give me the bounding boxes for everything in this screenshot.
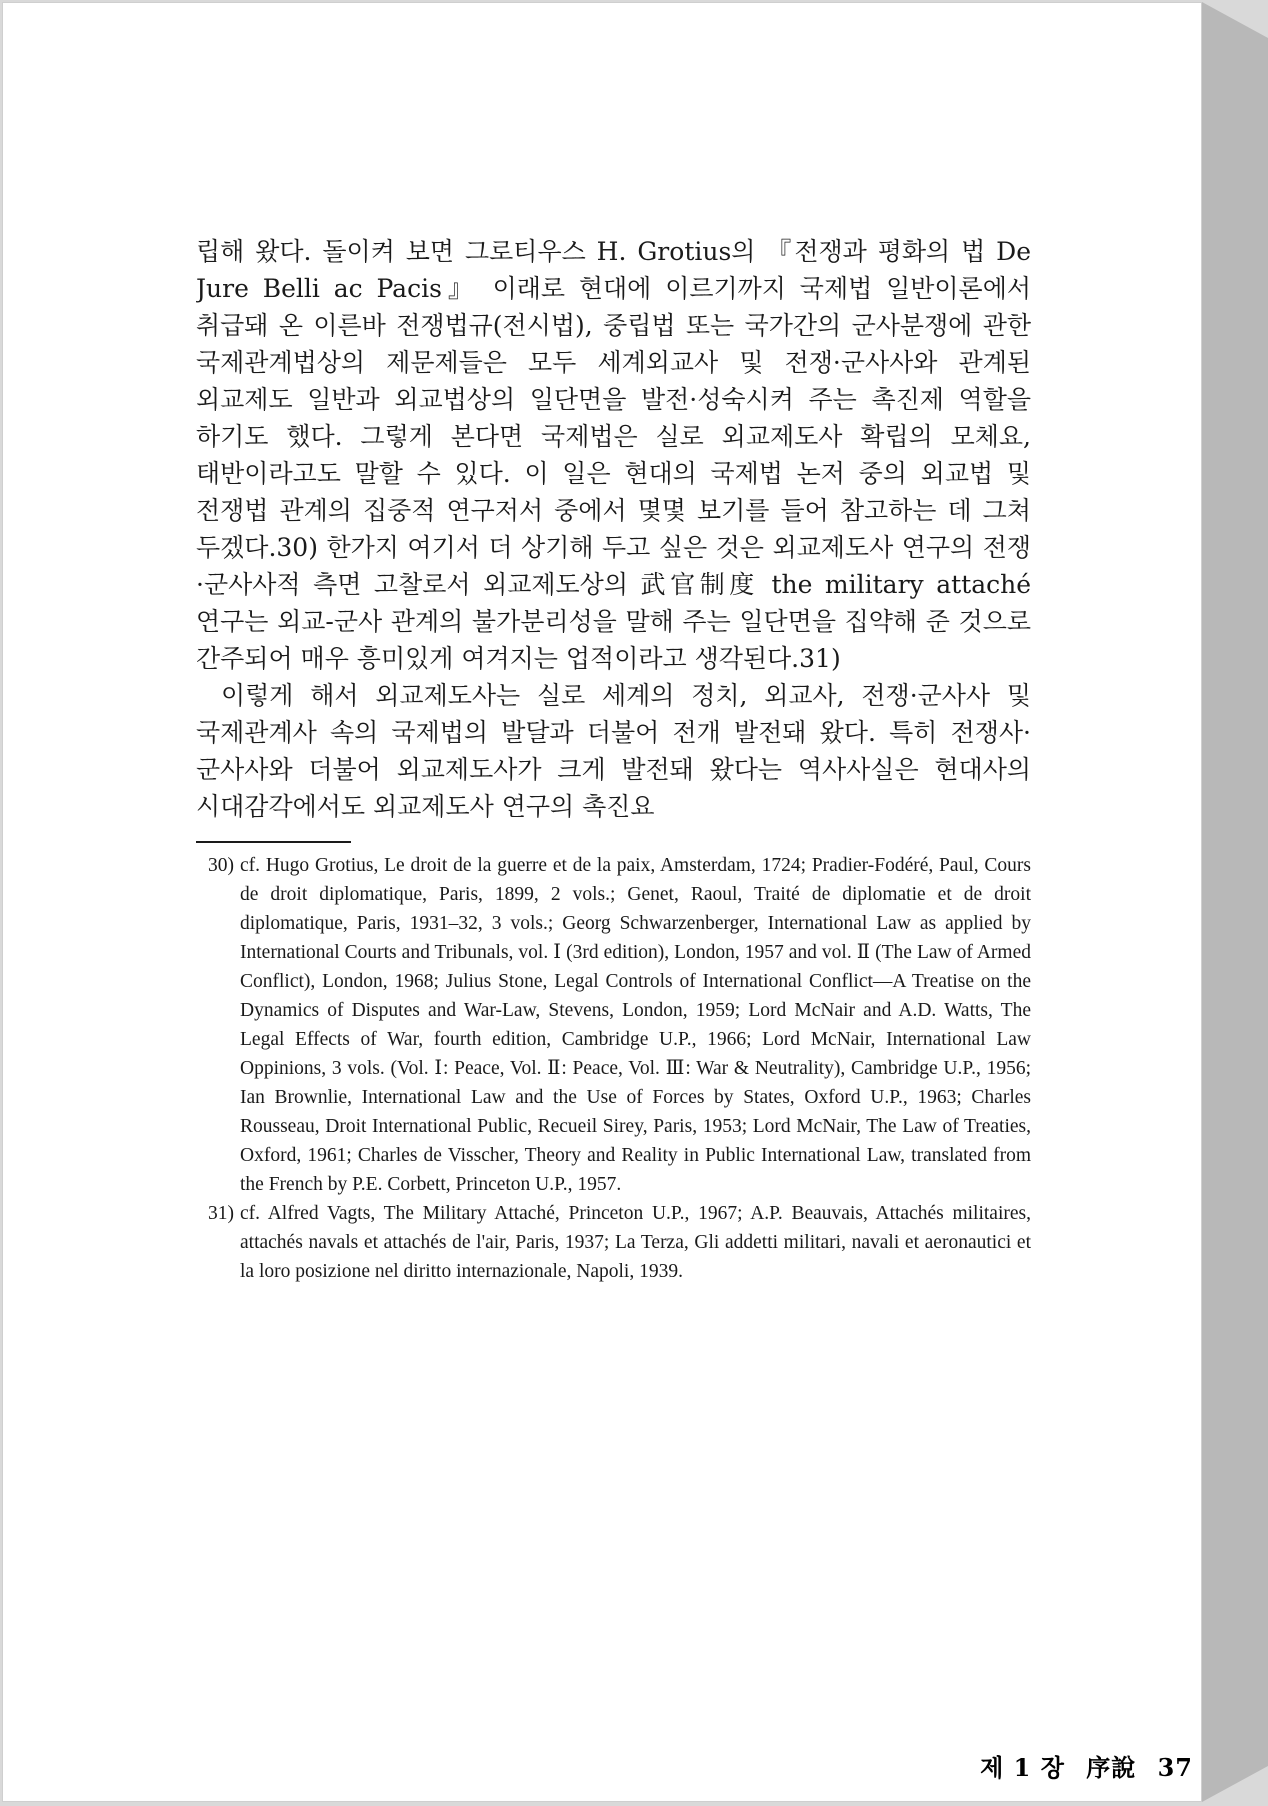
footnote-divider xyxy=(196,841,351,843)
footnote-30 xyxy=(196,851,1031,1199)
page-footer xyxy=(968,1748,1193,1783)
chapter-label: 제 1 장 xyxy=(980,1753,1065,1782)
footnote-number: 30) xyxy=(208,855,234,876)
footnotes xyxy=(196,851,1031,1286)
book-spine xyxy=(1202,2,1268,1802)
page-content xyxy=(196,233,1031,1613)
page-number: 37 xyxy=(1157,1753,1193,1782)
footnote-text: cf. Hugo Grotius, Le droit de la guerre et de la paix, Amsterdam, 1724; Pradier-Fodéré, Paul, Cours de droit diplomatique, Paris, 1899, 2 vols.; Genet, Raoul, Traité de diplomatie et de droit diplomatique, Paris, 1931–32, 3 vols.; Georg Schwarzenberger, International Law as applied by International Courts and Tribunals, vol. Ⅰ (3rd edition), London, 1957 and vol. Ⅱ (The Law of Armed Conflict), London, 1968; Julius Stone, Legal Controls of International Conflict—A Treatise on the Dynamics of Disputes and War-Law, Stevens, London, 1959; Lord McNair and A.D. Watts, The Legal Effects of War, fourth edition, Cambridge U.P., 1966; Lord McNair, International Law Oppinions, 3 vols. (Vol. Ⅰ: Peace, Vol. Ⅱ: Peace, Vol. Ⅲ: War & Neutrality), Cambridge U.P., 1956; Ian Brownlie, International Law and the Use of Forces by States, Oxford U.P., 1963; Charles Rousseau, Droit International Public, Recueil Sirey, Paris, 1953; Lord McNair, The Law of Treaties, Oxford, 1961; Charles de Visscher, Theory and Reality in Public International Law, translated from the French by P.E. Corbett, Princeton U.P., 1957. xyxy=(240,855,1031,1195)
body-paragraph-2: 이렇게 해서 외교제도사는 실로 세계의 정치, 외교사, 전쟁·군사사 및 국제관계사 속의 국제법의 발달과 더불어 전개 발전돼 왔다. 특히 전쟁사·군사사와 더불어 외교제도사가 크게 발전돼 왔다는 역사사실은 현대사의 시대감각에서도 외교제도사 연구의 촉진요 xyxy=(196,681,1031,821)
section-title: 序說 xyxy=(1086,1753,1137,1782)
footnote-number: 31) xyxy=(208,1203,234,1224)
body-paragraph-1: 립해 왔다. 돌이켜 보면 그로티우스 H. Grotius의 『전쟁과 평화의 법 De Jure Belli ac Pacis』 이래로 현대에 이르기까지 국제법 일반이론에서 취급돼 온 이른바 전쟁법규(전시법), 중립법 또는 국가간의 군사분쟁에 관한 국제관계법상의 제문제들은 모두 세계외교사 및 전쟁·군사사와 관계된 외교제도 일반과 외교법상의 일단면을 발전·성숙시켜 주는 촉진제 역할을 하기도 했다. 그렇게 본다면 국제법은 실로 외교제도사 확립의 모체요, 태반이라고도 말할 수 있다. 이 일은 현대의 국제법 논저 중의 외교법 및 전쟁법 관계의 집중적 연구저서 중에서 몇몇 보기를 들어 참고하는 데 그쳐 두겠다.30) 한가지 여기서 더 상기해 두고 싶은 것은 외교제도사 연구의 전쟁·군사사적 측면 고찰로서 외교제도상의 武官制度 the military attaché 연구는 외교-군사 관계의 불가분리성을 말해 주는 일단면을 집약해 준 것으로 간주되어 매우 흥미있게 여겨지는 업적이라고 생각된다.31) xyxy=(196,237,1031,673)
footnote-text: cf. Alfred Vagts, The Military Attaché, Princeton U.P., 1967; A.P. Beauvais, Attachés militaires, attachés navals et attachés de l'air, Paris, 1937; La Terza, Gli addetti militari, navali et aeronautici et la loro posizione nel diritto internazionale, Napoli, 1939. xyxy=(240,1203,1031,1282)
body-text xyxy=(196,233,1031,825)
footnote-31 xyxy=(196,1199,1031,1286)
book-page xyxy=(2,2,1202,1802)
